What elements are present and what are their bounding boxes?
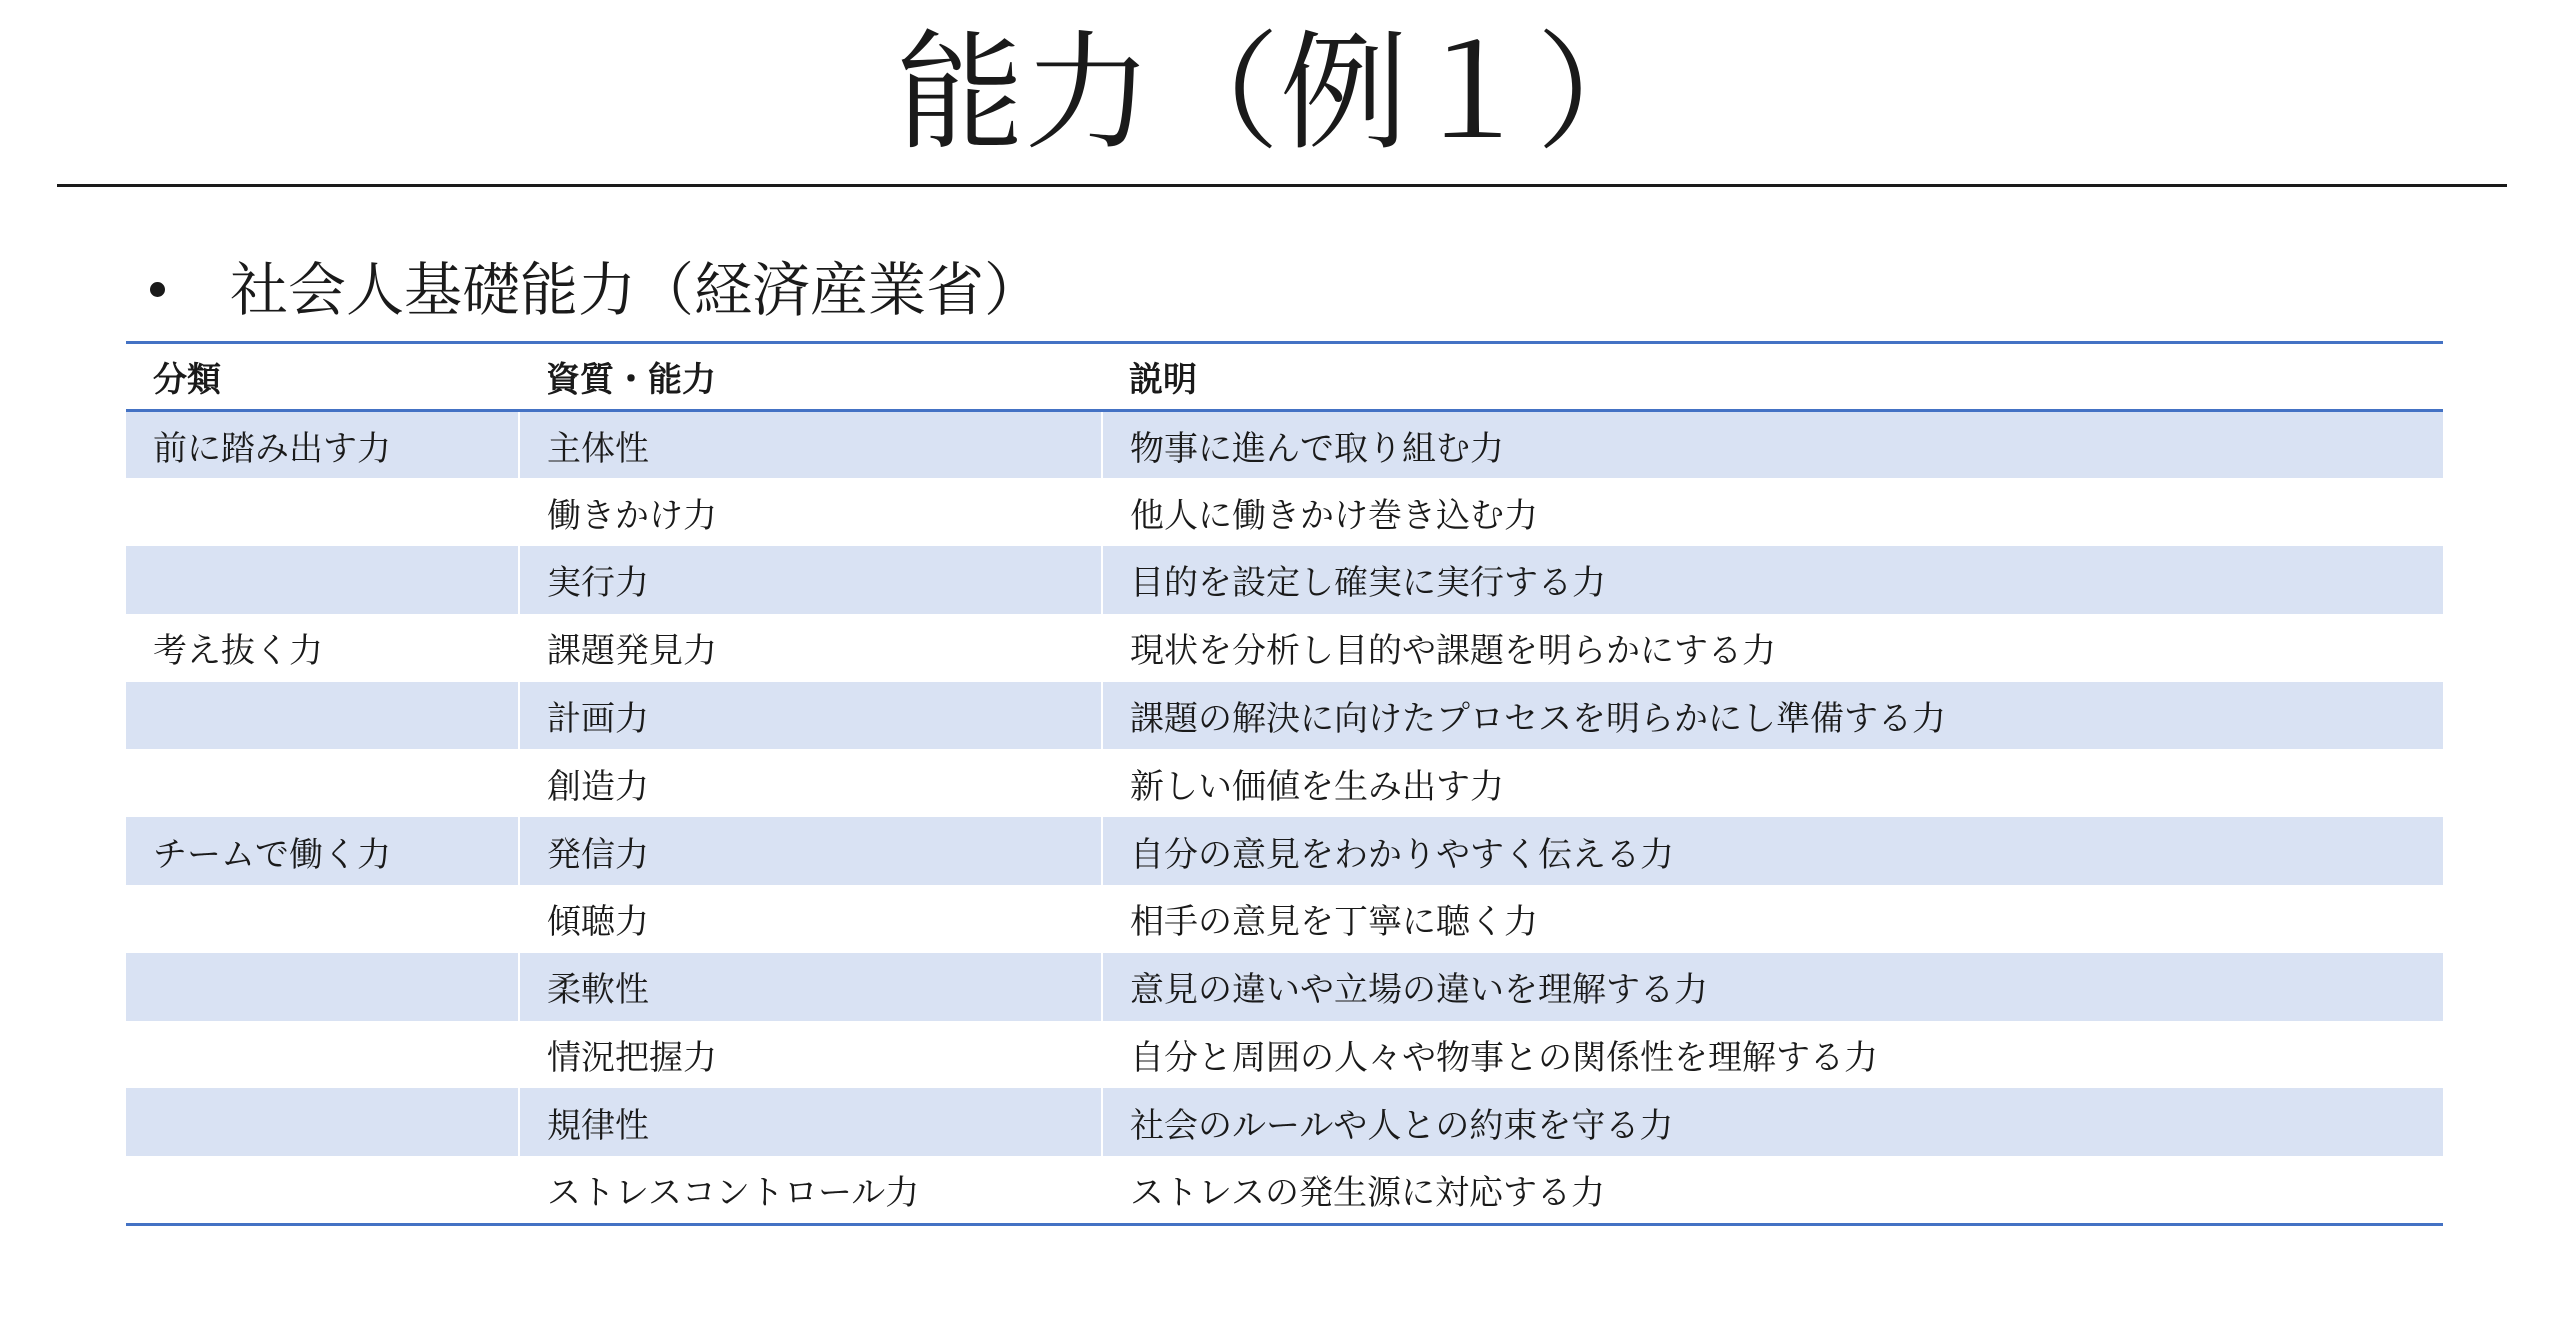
header-category: 分類	[126, 343, 519, 411]
table-row	[126, 953, 2443, 1021]
cell-category	[126, 1156, 519, 1224]
cell-description: 社会のルールや人との約束を守る力	[1102, 1088, 2443, 1156]
cell-ability: 発信力	[519, 817, 1102, 885]
header-ability: 資質・能力	[519, 343, 1102, 411]
table-row	[126, 1088, 2443, 1156]
table-row	[126, 817, 2443, 885]
cell-category: チームで働く力	[126, 817, 519, 885]
cell-category	[126, 1088, 519, 1156]
cell-ability: 柔軟性	[519, 953, 1102, 1021]
cell-ability: 計画力	[519, 682, 1102, 750]
bullet-dot-icon	[150, 282, 165, 297]
cell-ability: ストレスコントロール力	[519, 1156, 1102, 1224]
table-row	[126, 1021, 2443, 1089]
cell-category: 前に踏み出す力	[126, 411, 519, 479]
bullet-text: 社会人基礎能力（経済産業省）	[230, 256, 1043, 324]
cell-category: 考え抜く力	[126, 614, 519, 682]
cell-category	[126, 885, 519, 953]
cell-category	[126, 749, 519, 817]
cell-category	[126, 682, 519, 750]
cell-description: 新しい価値を生み出す力	[1102, 749, 2443, 817]
cell-ability: 主体性	[519, 411, 1102, 479]
slide-title: 能力（例１）	[895, 19, 1664, 168]
cell-ability: 働きかけ力	[519, 478, 1102, 546]
title-divider	[57, 184, 2507, 187]
table-row	[126, 478, 2443, 546]
cell-ability: 傾聴力	[519, 885, 1102, 953]
cell-description: 物事に進んで取り組む力	[1102, 411, 2443, 479]
cell-ability: 創造力	[519, 749, 1102, 817]
table-row	[126, 614, 2443, 682]
cell-description: ストレスの発生源に対応する力	[1102, 1156, 2443, 1224]
cell-description: 現状を分析し目的や課題を明らかにする力	[1102, 614, 2443, 682]
cell-category	[126, 953, 519, 1021]
table-header-row	[126, 343, 2443, 411]
table-row	[126, 546, 2443, 614]
cell-ability: 課題発見力	[519, 614, 1102, 682]
cell-description: 自分と周囲の人々や物事との関係性を理解する力	[1102, 1021, 2443, 1089]
cell-category	[126, 546, 519, 614]
table-row	[126, 749, 2443, 817]
cell-description: 相手の意見を丁寧に聴く力	[1102, 885, 2443, 953]
table-row	[126, 682, 2443, 750]
cell-description: 自分の意見をわかりやすく伝える力	[1102, 817, 2443, 885]
cell-ability: 情況把握力	[519, 1021, 1102, 1089]
cell-description: 課題の解決に向けたプロセスを明らかにし準備する力	[1102, 682, 2443, 750]
abilities-table	[126, 341, 2443, 1226]
table-row	[126, 885, 2443, 953]
cell-description: 意見の違いや立場の違いを理解する力	[1102, 953, 2443, 1021]
abilities-table-container	[126, 341, 2443, 1226]
table-row	[126, 1156, 2443, 1224]
cell-ability: 規律性	[519, 1088, 1102, 1156]
cell-category	[126, 1021, 519, 1089]
cell-description: 他人に働きかけ巻き込む力	[1102, 478, 2443, 546]
cell-ability: 実行力	[519, 546, 1102, 614]
bullet-item	[150, 240, 1042, 330]
cell-description: 目的を設定し確実に実行する力	[1102, 546, 2443, 614]
table-row	[126, 411, 2443, 479]
header-description: 説明	[1102, 343, 2443, 411]
cell-category	[126, 478, 519, 546]
